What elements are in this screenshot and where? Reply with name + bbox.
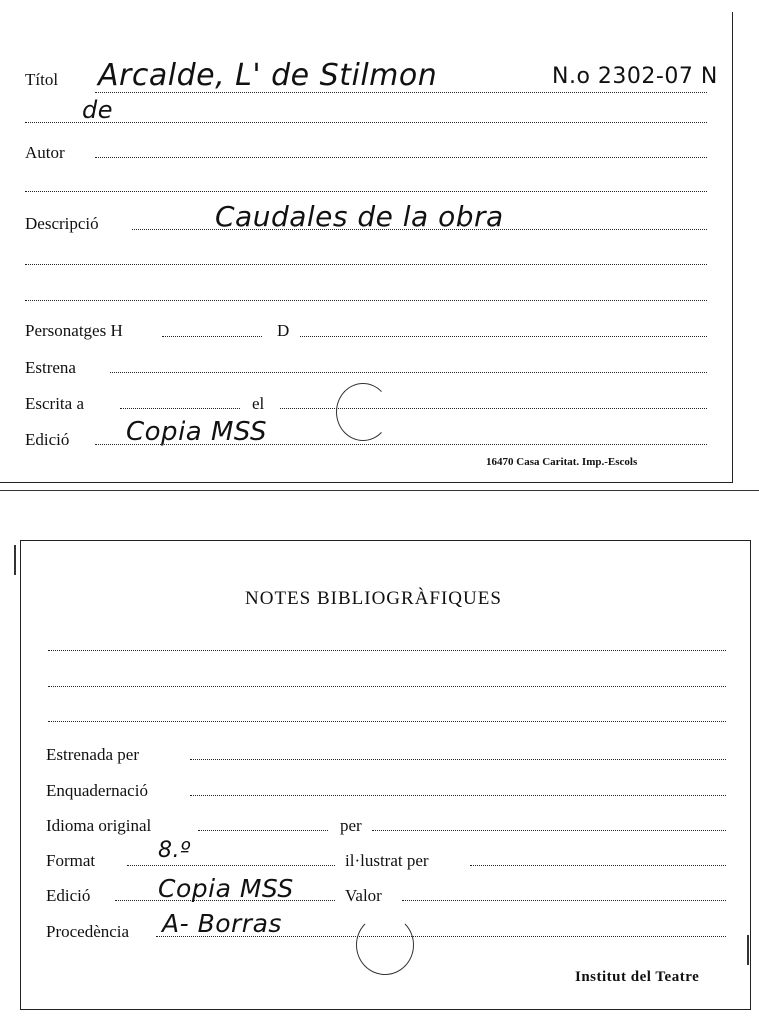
written-at-line bbox=[120, 408, 240, 409]
premiere-line bbox=[110, 372, 707, 373]
punch-hole-circle-2 bbox=[356, 915, 414, 975]
written-on-label: el bbox=[252, 394, 265, 413]
title-value: Arcalde, L' de Stilmon bbox=[98, 58, 438, 93]
provenance-line bbox=[156, 936, 726, 937]
binding-label: Enquadernació bbox=[46, 781, 148, 800]
title-line-2 bbox=[25, 122, 707, 123]
description-line bbox=[132, 229, 707, 230]
author-line-2 bbox=[25, 191, 707, 192]
provenance-label: Procedència bbox=[46, 922, 130, 941]
format-label: Format bbox=[46, 851, 96, 870]
edition-value-2: Copia MSS bbox=[158, 874, 294, 903]
title-label: Títol bbox=[25, 70, 59, 89]
premiere-label: Estrena bbox=[25, 358, 76, 377]
edition-line-2 bbox=[115, 900, 335, 901]
translated-by-label: per bbox=[340, 816, 362, 835]
premiered-by-label: Estrenada per bbox=[46, 745, 139, 764]
provenance-value: A- Borras bbox=[162, 909, 282, 938]
notes-line-3 bbox=[48, 721, 726, 722]
edge-mark bbox=[14, 545, 16, 575]
original-language-label: Idioma original bbox=[46, 816, 152, 835]
edition-label: Edició bbox=[25, 430, 70, 449]
card-separator bbox=[0, 490, 759, 491]
edge-mark-right bbox=[747, 935, 749, 965]
translated-by-line bbox=[372, 830, 726, 831]
characters-label: Personatges H bbox=[25, 321, 123, 340]
edition-value: Copia MSS bbox=[126, 417, 267, 447]
characters-h-line bbox=[162, 336, 262, 337]
description-line-2 bbox=[25, 264, 707, 265]
title-value-line2: de bbox=[82, 96, 113, 124]
punch-hole-circle bbox=[336, 383, 390, 441]
premiered-by-line bbox=[190, 759, 726, 760]
institution-name: Institut del Teatre bbox=[575, 969, 700, 985]
written-at-label: Escrita a bbox=[25, 394, 84, 413]
format-value: 8.º bbox=[158, 838, 191, 863]
edition-label-2: Edició bbox=[46, 886, 91, 905]
format-line bbox=[127, 865, 335, 866]
title-line bbox=[95, 92, 707, 93]
characters-d-label: D bbox=[277, 321, 290, 340]
illustrated-by-label: il·lustrat per bbox=[345, 851, 429, 870]
notes-line-2 bbox=[48, 686, 726, 687]
value-label: Valor bbox=[345, 886, 382, 905]
catalog-number: N.o 2302-07 N bbox=[552, 64, 718, 89]
binding-line bbox=[190, 795, 726, 796]
author-line bbox=[95, 157, 707, 158]
edition-line bbox=[95, 444, 707, 445]
printer-imprint: 16470 Casa Caritat. Imp.-Escols bbox=[486, 456, 638, 468]
author-label: Autor bbox=[25, 143, 65, 162]
description-value: Caudales de la obra bbox=[215, 200, 504, 233]
notes-line-1 bbox=[48, 650, 726, 651]
description-label: Descripció bbox=[25, 214, 99, 233]
value-line bbox=[402, 900, 726, 901]
description-line-3 bbox=[25, 300, 707, 301]
illustrated-by-line bbox=[470, 865, 726, 866]
bibliographic-notes-heading: NOTES BIBLIOGRÀFIQUES bbox=[245, 588, 502, 609]
characters-d-line bbox=[300, 336, 707, 337]
original-language-line bbox=[198, 830, 328, 831]
